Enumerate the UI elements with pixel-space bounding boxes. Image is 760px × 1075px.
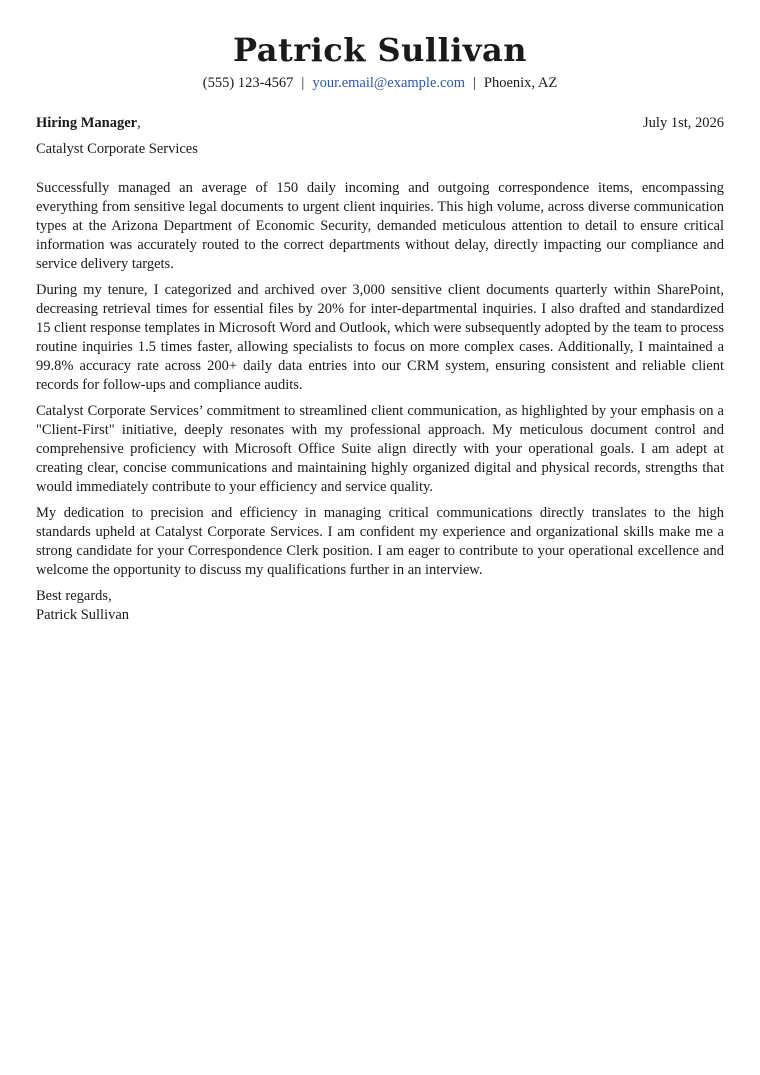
body-paragraph: Catalyst Corporate Services’ commitment to streamlined client communication, as highlighted by your emphasis on a "Client-First" initiative, deeply resonates with my professional approach. My meticulous document control and comprehensive proficiency with Microsoft Office Suite align directly with your operational goals. I am adept at creating clear, concise communications and maintaining highly organized digital and physical records, strengths that would immediately contribute to your efficiency and service quality. (36, 403, 724, 495)
signature-name: Patrick Sullivan (36, 607, 130, 623)
phone-number: (555) 123-4567 (202, 75, 294, 91)
letter-date: July 1st, 2026 (643, 115, 724, 131)
body-paragraph: My dedication to precision and efficiency in managing critical communications directly translates to the high standards upheld at Catalyst Corporate Services. I am confident my experience and organizational skills make me a strong candidate for your Correspondence Clerk position. I am eager to contribute to your operational excellence and welcome the opportunity to discuss my qualifications further in an interview. (36, 505, 724, 578)
email-link[interactable]: your.email@example.com (312, 75, 465, 91)
recipient-name: Hiring Manager (36, 115, 138, 131)
applicant-name: Patrick Sullivan (233, 31, 527, 69)
contact-separator: | (472, 75, 476, 91)
salutation (36, 114, 141, 133)
salutation-punct: , (137, 115, 141, 131)
body-paragraph: During my tenure, I categorized and archived over 3,000 sensitive client documents quarterly within SharePoint, decreasing retrieval times for essential files by 20% for inter-departmental inquiries. I also drafted and standardized 15 client response templates in Microsoft Word and Outlook, which were subsequently adopted by the team to process routine inquiries 1.5 times faster, allowing specialists to focus on more complex cases. Additionally, I maintained a 99.8% accuracy rate across 200+ daily data entries into our CRM system, ensuring consistent and reliable client records for follow-ups and compliance audits. (36, 282, 724, 393)
letter-body (36, 179, 724, 580)
letter-closing (36, 587, 724, 625)
recipient-row (36, 114, 724, 133)
sign-off: Best regards, (36, 588, 112, 604)
body-paragraph: Successfully managed an average of 150 daily incoming and outgoing correspondence items, encompassing everything from sensitive legal documents to urgent client inquiries. This high volume, across diverse communication types at the Arizona Department of Economic Security, demanded meticulous attention to detail to ensure critical information was accurately routed to the correct departments without delay, directly impacting our compliance and service delivery targets. (36, 180, 724, 272)
contact-line (36, 74, 724, 92)
contact-separator: | (301, 75, 305, 91)
recipient-company: Catalyst Corporate Services (36, 141, 198, 157)
location: Phoenix, AZ (483, 75, 558, 91)
